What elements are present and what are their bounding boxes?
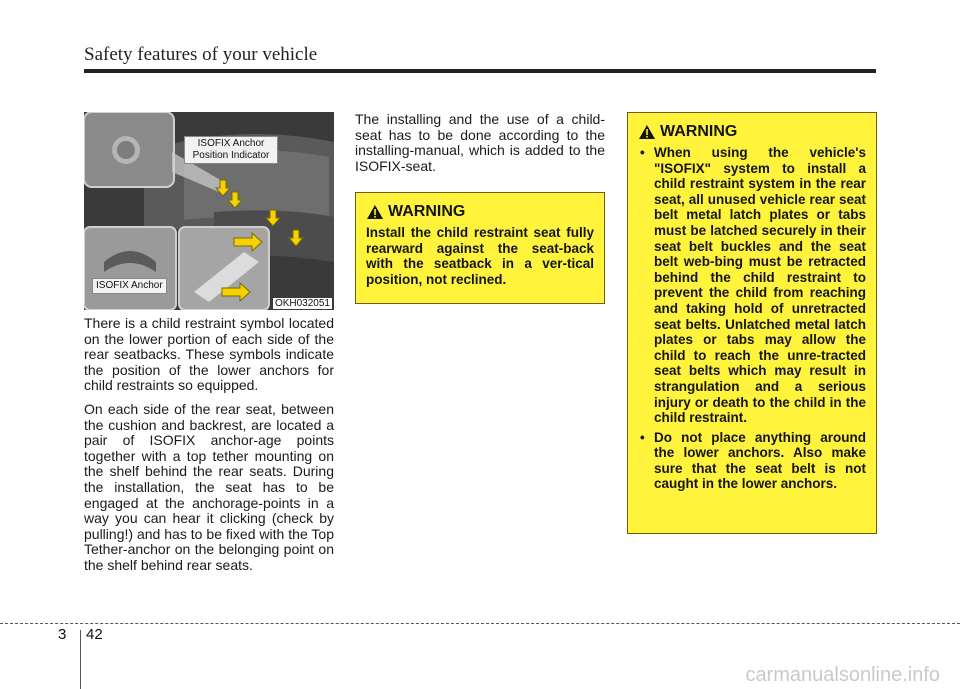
warning-triangle-icon (638, 124, 656, 140)
warning-item-unused-belts: • When using the vehicle's "ISOFIX" system to install a child restraint system in the rear seat, all unused vehicle rear seat belt metal latch plates or tabs must be latched securely in their seat belt buckles and the seat belt web-bing must be retracted behind the child restraint to prevent the child from reaching and taking hold of unretracted seat belts. Unlatched metal latch plates or tabs may allow the child to reach the unre-tracted seat belts which may result in strangulation and a serious injury or death to the child in the child restraint. (638, 145, 866, 426)
warning-item-lower-anchors: • Do not place anything around the lower anchors. Also make sure that the seat belt is not caught in the lower anchors. (638, 430, 866, 492)
paragraph-installing-manual: The installing and the use of a child-seat has to be done according to the installing-manual, which is added to the ISOFIX-seat. (355, 111, 605, 174)
warning-box-isofix (627, 112, 877, 534)
footer-rule (0, 623, 960, 624)
footer-divider (80, 630, 81, 689)
body-column-middle (355, 112, 605, 174)
figure-code: OKH032051 (274, 298, 330, 309)
body-column-left (84, 316, 334, 582)
watermark-text: carmanualsonline.info (745, 664, 940, 686)
page-number: 42 (86, 626, 103, 643)
paragraph-child-restraint-symbol: There is a child restraint symbol located on the lower portion of each side of the rear seatbacks. These symbols indicate the position of the lower anchors for child restraints so equipped. (84, 315, 334, 394)
warning-header (638, 123, 876, 141)
warning-text: Install the child restraint seat fully rearward against the seat-back with the seatback in a ver-tical position, not reclined. (366, 225, 594, 287)
warning-header (366, 203, 604, 221)
isofix-figure (84, 112, 334, 310)
warning-box-seat-position (355, 192, 605, 304)
callout-isofix-anchor: ISOFIX Anchor (92, 278, 167, 294)
page-header-title: Safety features of your vehicle (84, 44, 318, 65)
warning-title: WARNING (388, 203, 466, 220)
callout-anchor-position-indicator: ISOFIX Anchor Position Indicator (184, 136, 278, 164)
chapter-number: 3 (58, 626, 67, 643)
warning-triangle-icon (366, 204, 384, 220)
header-rule (84, 69, 876, 73)
paragraph-isofix-anchorage: On each side of the rear seat, between the cushion and backrest, are located a pair of ISOFIX anchor-age points together with a top tether mounting on the shelf behind the rear seats. During the installation, the seat has to be engaged at the anchorage-points in a way you can hear it clicking (check by pulling!) and has to be fixed with the Top Tether-anchor on the belonging point on the shelf behind rear seats. (84, 400, 334, 573)
warning-list (628, 145, 876, 492)
warning-title: WARNING (660, 123, 738, 140)
